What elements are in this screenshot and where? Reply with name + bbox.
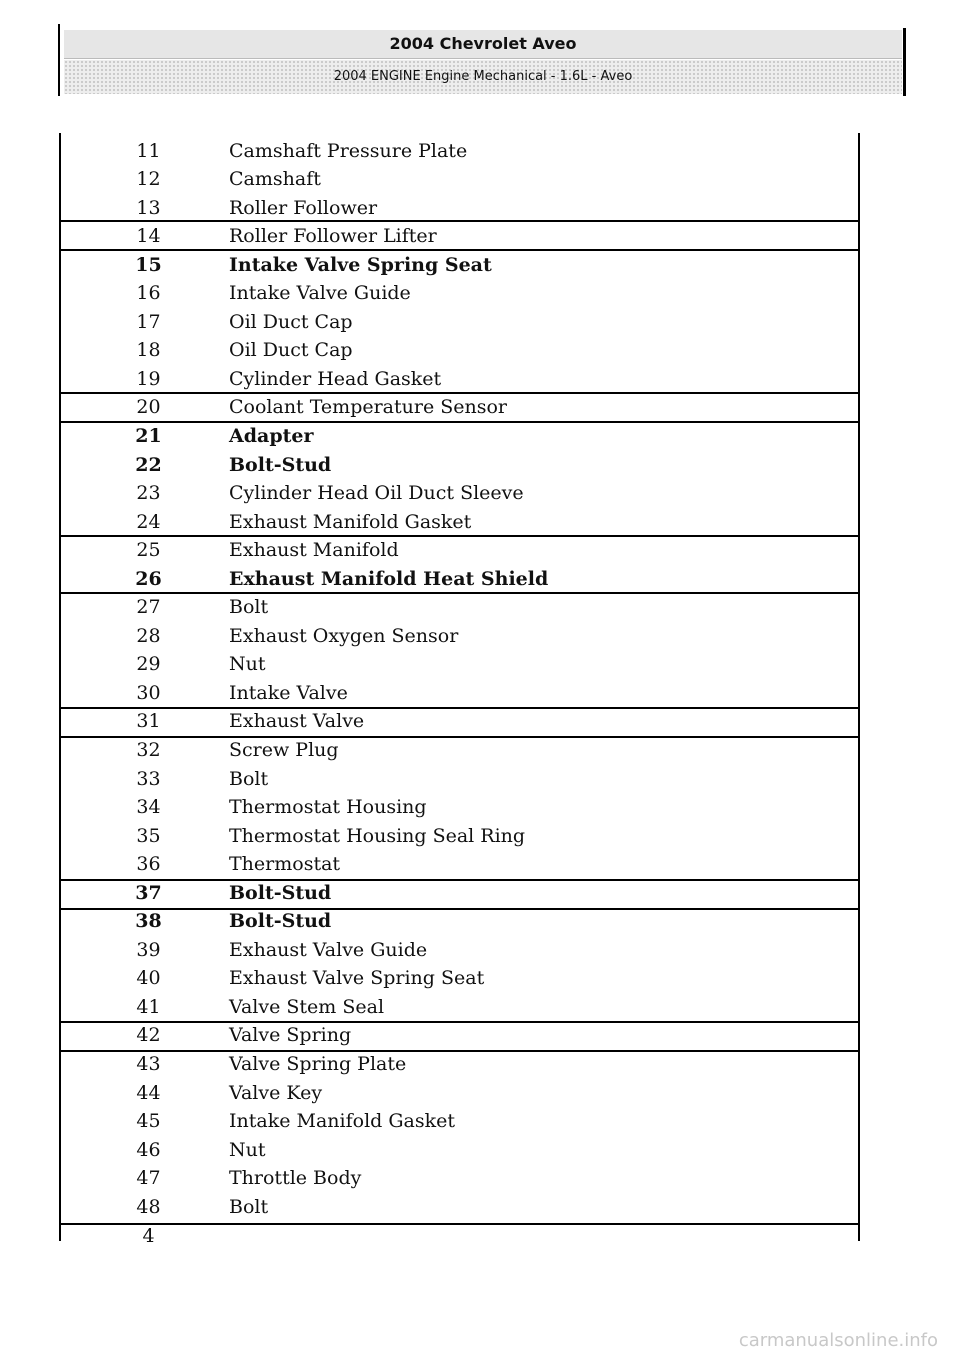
part-number: 21 <box>135 425 162 447</box>
part-description: Intake Valve <box>229 682 348 704</box>
part-description: Coolant Temperature Sensor <box>229 396 508 418</box>
parts-list-table <box>59 133 860 1247</box>
table-row <box>61 879 858 907</box>
part-number: 27 <box>136 596 161 618</box>
table-row <box>61 593 858 621</box>
table-row <box>61 1107 858 1135</box>
part-number: 46 <box>136 1139 161 1161</box>
table-row <box>61 993 858 1021</box>
row-group-divider <box>61 249 858 251</box>
row-group-divider <box>61 736 858 738</box>
part-description: Bolt-Stud <box>229 882 332 904</box>
table-row <box>61 393 858 421</box>
part-number: 37 <box>135 882 162 904</box>
part-description: Exhaust Valve Guide <box>229 939 428 961</box>
row-group-divider <box>61 908 858 910</box>
table-row <box>61 508 858 536</box>
part-number: 28 <box>136 625 161 647</box>
part-description: Bolt-Stud <box>229 454 332 476</box>
table-row <box>61 1193 858 1221</box>
table-row <box>61 308 858 336</box>
document-subtitle: 2004 ENGINE Engine Mechanical - 1.6L - Aveo <box>64 60 902 94</box>
part-number: 12 <box>136 168 161 190</box>
row-group-divider <box>61 421 858 423</box>
part-description: Bolt <box>229 596 269 618</box>
part-description: Roller Follower Lifter <box>229 225 437 247</box>
header-left-rule <box>58 24 60 96</box>
part-number: 39 <box>136 939 161 961</box>
part-description: Exhaust Manifold Heat Shield <box>229 568 549 590</box>
part-number: 44 <box>136 1082 161 1104</box>
part-number: 26 <box>135 568 162 590</box>
table-row <box>61 1222 858 1250</box>
part-number: 23 <box>136 482 161 504</box>
part-description: Adapter <box>229 425 314 447</box>
document-title: 2004 Chevrolet Aveo <box>64 30 902 59</box>
part-number: 20 <box>136 396 161 418</box>
part-description: Nut <box>229 1139 266 1161</box>
table-row <box>61 1079 858 1107</box>
row-group-divider <box>61 1021 858 1023</box>
part-description: Valve Spring <box>229 1024 352 1046</box>
table-row <box>61 165 858 193</box>
table-row <box>61 137 858 165</box>
part-number: 14 <box>136 225 161 247</box>
part-description: Thermostat Housing Seal Ring <box>229 825 526 847</box>
part-number: 43 <box>136 1053 161 1075</box>
row-group-divider <box>61 1050 858 1052</box>
table-row <box>61 194 858 222</box>
table-row <box>61 279 858 307</box>
part-description: Throttle Body <box>229 1167 362 1189</box>
table-row <box>61 936 858 964</box>
part-number: 18 <box>136 339 161 361</box>
part-description: Exhaust Valve <box>229 710 365 732</box>
table-row <box>61 1021 858 1049</box>
part-description: Exhaust Valve Spring Seat <box>229 967 485 989</box>
row-group-divider <box>61 535 858 537</box>
part-description: Bolt-Stud <box>229 910 332 932</box>
row-group-divider <box>61 392 858 394</box>
table-row <box>61 679 858 707</box>
part-number: 13 <box>136 197 161 219</box>
part-description: Intake Manifold Gasket <box>229 1110 455 1132</box>
part-description: Intake Valve Guide <box>229 282 411 304</box>
part-description: Thermostat Housing <box>229 796 427 818</box>
row-group-divider <box>61 220 858 222</box>
part-number: 48 <box>136 1196 161 1218</box>
part-description: Intake Valve Spring Seat <box>229 254 492 276</box>
table-row <box>61 565 858 593</box>
part-number: 15 <box>135 254 162 276</box>
part-description: Cylinder Head Oil Duct Sleeve <box>229 482 524 504</box>
part-description: Exhaust Manifold <box>229 539 399 561</box>
row-group-divider <box>61 592 858 594</box>
part-description: Nut <box>229 653 266 675</box>
part-number: 29 <box>136 653 161 675</box>
header-right-rule <box>903 28 906 96</box>
table-row <box>61 765 858 793</box>
part-number: 31 <box>136 710 161 732</box>
table-row <box>61 251 858 279</box>
part-description: Bolt <box>229 768 269 790</box>
table-row <box>61 1164 858 1192</box>
part-number: 32 <box>136 739 161 761</box>
table-row <box>61 707 858 735</box>
table-row <box>61 536 858 564</box>
part-number: 41 <box>136 996 161 1018</box>
watermark-footer: carmanualsonline.info <box>738 1330 938 1351</box>
part-description: Exhaust Oxygen Sensor <box>229 625 459 647</box>
table-row <box>61 736 858 764</box>
table-row <box>61 422 858 450</box>
table-row <box>61 222 858 250</box>
part-description: Valve Key <box>229 1082 323 1104</box>
table-row <box>61 622 858 650</box>
part-description: Cylinder Head Gasket <box>229 368 442 390</box>
table-row <box>61 822 858 850</box>
part-number: 47 <box>136 1167 161 1189</box>
table-row <box>61 1136 858 1164</box>
table-row <box>61 365 858 393</box>
part-description: Valve Stem Seal <box>229 996 385 1018</box>
part-number: 40 <box>136 967 161 989</box>
table-row <box>61 1050 858 1078</box>
row-group-divider <box>61 707 858 709</box>
part-number: 36 <box>136 853 161 875</box>
part-description: Oil Duct Cap <box>229 339 353 361</box>
part-description: Bolt <box>229 1196 269 1218</box>
part-description: Oil Duct Cap <box>229 311 353 333</box>
part-description: Roller Follower <box>229 197 378 219</box>
table-row <box>61 336 858 364</box>
table-row <box>61 479 858 507</box>
part-number: 11 <box>136 140 161 162</box>
part-number: 33 <box>136 768 161 790</box>
part-number: 30 <box>136 682 161 704</box>
table-row <box>61 650 858 678</box>
part-number: 42 <box>136 1024 161 1046</box>
part-number: 19 <box>136 368 161 390</box>
part-number: 38 <box>135 910 162 932</box>
part-number: 35 <box>136 825 161 847</box>
part-description: Exhaust Manifold Gasket <box>229 511 472 533</box>
table-row <box>61 964 858 992</box>
part-description: Screw Plug <box>229 739 339 761</box>
row-group-divider <box>61 1223 858 1225</box>
part-description: Camshaft Pressure Plate <box>229 140 468 162</box>
table-row <box>61 850 858 878</box>
part-description: Valve Spring Plate <box>229 1053 407 1075</box>
table-row <box>61 793 858 821</box>
part-description: Camshaft <box>229 168 321 190</box>
part-number: 17 <box>136 311 161 333</box>
part-description: Thermostat <box>229 853 341 875</box>
part-number: 34 <box>136 796 161 818</box>
part-number: 25 <box>136 539 161 561</box>
table-row <box>61 907 858 935</box>
part-number: 16 <box>136 282 161 304</box>
part-number: 22 <box>135 454 162 476</box>
part-number: 4 <box>142 1225 155 1247</box>
part-number: 24 <box>136 511 161 533</box>
row-group-divider <box>61 879 858 881</box>
table-row <box>61 451 858 479</box>
part-number: 45 <box>136 1110 161 1132</box>
